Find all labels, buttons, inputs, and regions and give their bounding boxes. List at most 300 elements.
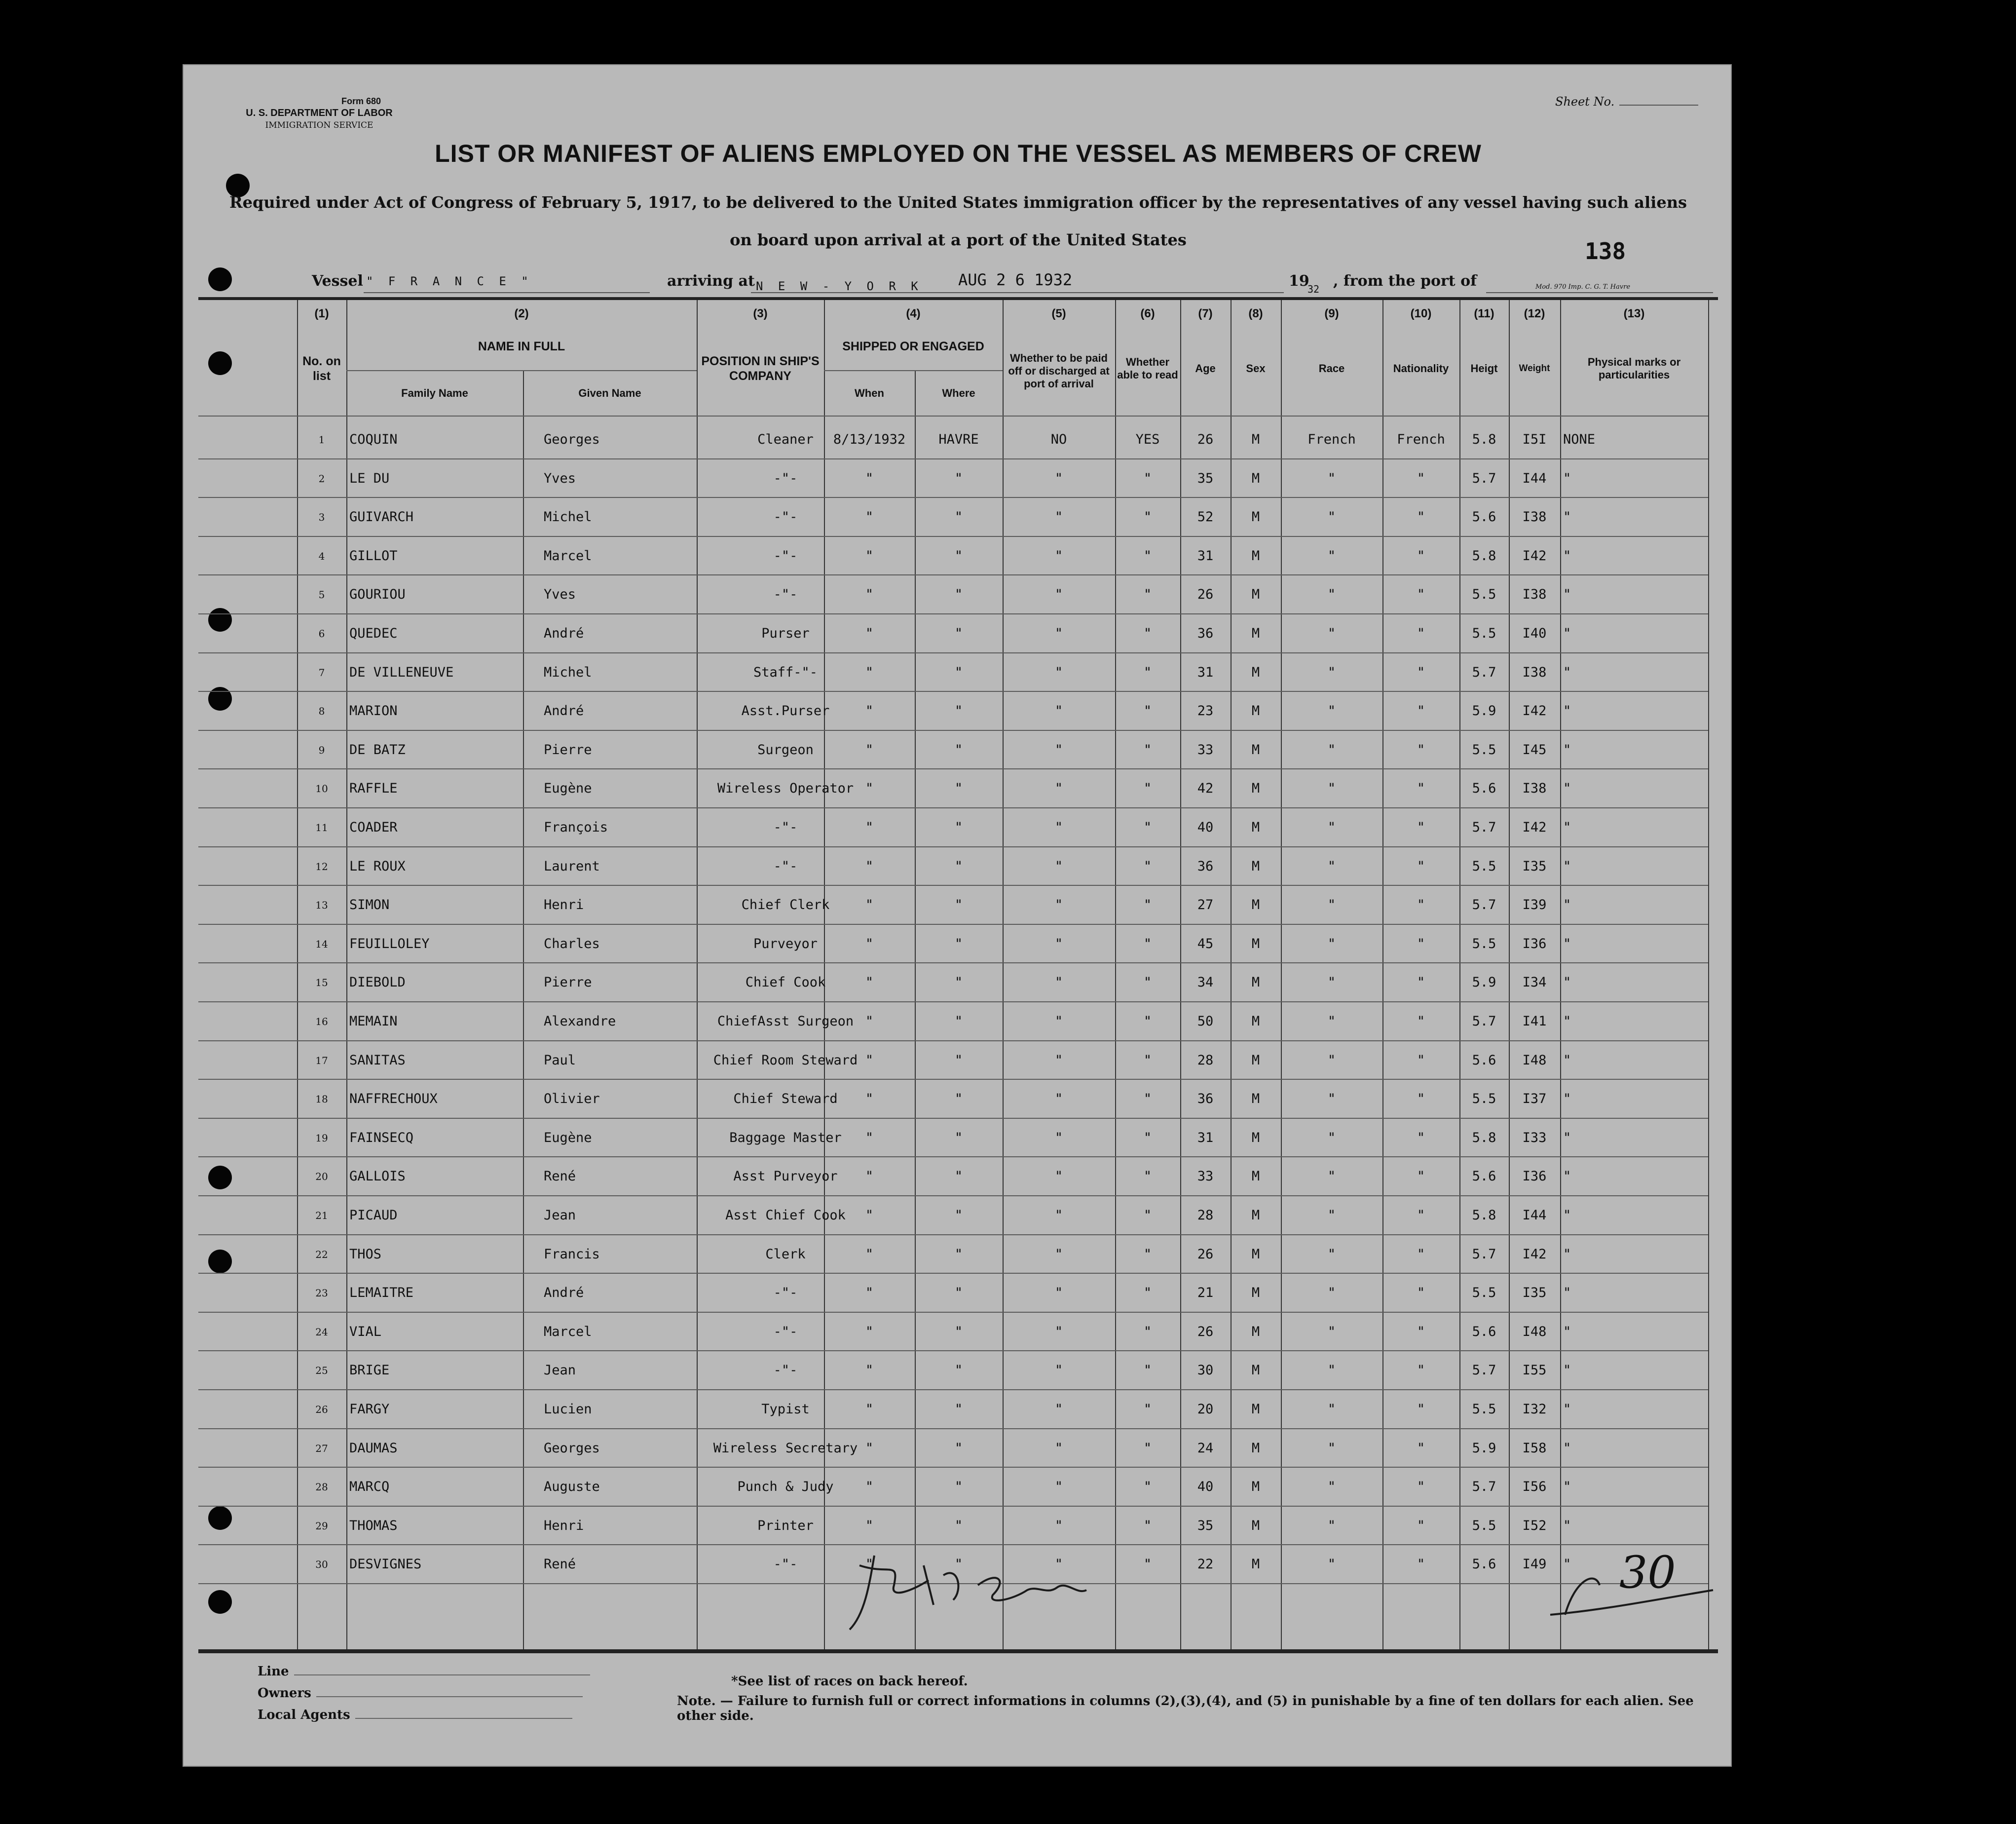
cell-where: HAVRE: [938, 432, 979, 447]
cell-where: ": [954, 1324, 963, 1339]
count-text: 30: [1619, 1547, 1676, 1598]
cell-where: ": [954, 1440, 963, 1456]
cell-age: 20: [1197, 1402, 1214, 1417]
cell-no: 27: [315, 1442, 328, 1454]
cell-given: Michel: [544, 664, 592, 680]
cell-age: 36: [1197, 858, 1214, 874]
cell-nationality: ": [1417, 1091, 1425, 1107]
cell-position: Asst Purveyor: [733, 1169, 838, 1184]
cell-marks: ": [1563, 1518, 1571, 1533]
cell-age: 24: [1197, 1440, 1214, 1456]
cell-nationality: ": [1417, 820, 1425, 835]
cell-no: 4: [318, 550, 325, 562]
cell-weight: I56: [1522, 1479, 1547, 1495]
cell-where: ": [954, 1518, 963, 1533]
printer-mod-note: Mod. 970 Imp. C. G. T. Havre: [1535, 283, 1631, 291]
cell-height: 5.5: [1472, 1402, 1496, 1417]
col-2-number: (2): [514, 307, 529, 320]
cell-weight: I38: [1522, 664, 1547, 680]
cell-sex: M: [1251, 1324, 1260, 1339]
cell-paid: ": [1054, 470, 1063, 486]
cell-sex: M: [1251, 1208, 1260, 1223]
cell-paid: ": [1054, 1014, 1063, 1029]
cell-weight: I49: [1522, 1557, 1547, 1572]
cell-age: 45: [1197, 936, 1214, 951]
cell-when: ": [865, 1091, 874, 1107]
cell-no: 28: [315, 1481, 328, 1493]
cell-height: 5.5: [1472, 1285, 1496, 1301]
cell-where: ": [954, 742, 963, 758]
cell-race: French: [1307, 432, 1356, 447]
cell-no: 29: [315, 1520, 328, 1532]
subtitle-line-2: on board upon arrival at a port of the United States: [730, 230, 1187, 249]
col-header-no-on-list: No. on list: [302, 354, 341, 383]
cell-race: ": [1327, 703, 1336, 719]
cell-height: 5.9: [1472, 703, 1496, 719]
cell-race: ": [1327, 548, 1336, 564]
cell-where: ": [954, 897, 963, 913]
cell-where: ": [954, 1169, 963, 1184]
cell-where: ": [954, 1130, 963, 1145]
cell-when: ": [865, 1169, 874, 1184]
cell-where: ": [954, 509, 963, 525]
cell-given: Paul: [544, 1052, 576, 1068]
cell-height: 5.5: [1472, 1091, 1496, 1107]
cell-position: Surgeon: [757, 742, 814, 758]
cell-where: ": [954, 548, 963, 564]
cell-position: Asst Chief Cook: [725, 1208, 846, 1223]
cell-race: ": [1327, 1208, 1336, 1223]
cell-marks: ": [1563, 1246, 1571, 1262]
cell-sex: M: [1251, 548, 1260, 564]
cell-when: 8/13/1932: [833, 432, 906, 447]
cell-race: ": [1327, 1440, 1336, 1456]
cell-when: ": [865, 626, 874, 641]
col-header-given-name: Given Name: [578, 387, 641, 399]
cell-nationality: ": [1417, 548, 1425, 564]
cell-nationality: ": [1417, 587, 1425, 603]
col-10-number: (10): [1410, 307, 1432, 320]
cell-height: 5.8: [1472, 432, 1496, 447]
cell-when: ": [865, 470, 874, 486]
cell-read: ": [1143, 1285, 1152, 1301]
cell-race: ": [1327, 1363, 1336, 1378]
cell-marks: ": [1563, 626, 1571, 641]
cell-given: Yves: [544, 470, 576, 486]
cell-position: ChiefAsst Surgeon: [717, 1014, 854, 1029]
cell-weight: I45: [1522, 742, 1547, 758]
cell-when: ": [865, 1285, 874, 1301]
cell-read: ": [1143, 470, 1152, 486]
handwritten-count: [1545, 1541, 1723, 1620]
cell-family: FEUILLOLEY: [349, 936, 430, 951]
cell-race: ": [1327, 509, 1336, 525]
cell-position: Clerk: [765, 1246, 806, 1262]
cell-weight: I35: [1522, 1285, 1547, 1301]
cell-when: ": [865, 742, 874, 758]
col-13-number: (13): [1623, 307, 1645, 320]
cell-read: ": [1143, 936, 1152, 951]
col-7-number: (7): [1198, 307, 1213, 320]
cell-family: LE DU: [349, 470, 390, 486]
cell-age: 26: [1197, 587, 1214, 603]
cell-weight: I42: [1522, 548, 1547, 564]
cell-sex: M: [1251, 509, 1260, 525]
cell-given: Olivier: [544, 1091, 600, 1107]
col-header-able-to-read: Whether able to read: [1117, 356, 1178, 381]
cell-height: 5.5: [1472, 1518, 1496, 1533]
service-name: IMMIGRATION SERVICE: [265, 120, 373, 130]
cell-family: DE BATZ: [349, 742, 406, 758]
col-6-number: (6): [1140, 307, 1155, 320]
cell-weight: I48: [1522, 1324, 1547, 1339]
cell-sex: M: [1251, 703, 1260, 719]
cell-marks: ": [1563, 1130, 1571, 1145]
cell-sex: M: [1251, 897, 1260, 913]
cell-height: 5.7: [1472, 820, 1496, 835]
cell-read: ": [1143, 587, 1152, 603]
cell-age: 33: [1197, 742, 1214, 758]
cell-family: RAFFLE: [349, 781, 398, 797]
cell-when: ": [865, 820, 874, 835]
line-label: Line: [258, 1664, 289, 1679]
cell-height: 5.6: [1472, 781, 1496, 797]
cell-marks: ": [1563, 897, 1571, 913]
cell-weight: I36: [1522, 936, 1547, 951]
cell-paid: ": [1054, 820, 1063, 835]
cell-weight: I42: [1522, 820, 1547, 835]
cell-paid: ": [1054, 1169, 1063, 1184]
cell-family: GOURIOU: [349, 587, 406, 603]
cell-position: Chief Steward: [733, 1091, 838, 1107]
cell-race: ": [1327, 1169, 1336, 1184]
cell-weight: I34: [1522, 975, 1547, 990]
cell-age: 36: [1197, 626, 1214, 641]
cell-marks: ": [1563, 1324, 1571, 1339]
cell-given: René: [544, 1169, 576, 1184]
cell-nationality: ": [1417, 1285, 1425, 1301]
year-label: 19: [1289, 272, 1309, 290]
cell-weight: I52: [1522, 1518, 1547, 1533]
race-note: *See list of races on back hereof.: [731, 1674, 968, 1689]
cell-read: ": [1143, 1246, 1152, 1262]
cell-where: ": [954, 470, 963, 486]
cell-family: DE VILLENEUVE: [349, 664, 454, 680]
cell-weight: I38: [1522, 509, 1547, 525]
cell-marks: ": [1563, 1052, 1571, 1068]
cell-when: ": [865, 936, 874, 951]
cell-when: ": [865, 897, 874, 913]
cell-given: Pierre: [544, 742, 592, 758]
cell-nationality: ": [1417, 1440, 1425, 1456]
cell-paid: ": [1054, 975, 1063, 990]
cell-position: Printer: [757, 1518, 814, 1533]
cell-nationality: ": [1417, 742, 1425, 758]
cell-given: Lucien: [544, 1402, 592, 1417]
cell-when: ": [865, 1014, 874, 1029]
cell-no: 16: [315, 1016, 328, 1027]
cell-read: ": [1143, 897, 1152, 913]
cell-read: ": [1143, 664, 1152, 680]
cell-marks: ": [1563, 1208, 1571, 1223]
cell-weight: I58: [1522, 1440, 1547, 1456]
cell-sex: M: [1251, 820, 1260, 835]
cell-race: ": [1327, 1091, 1336, 1107]
cell-read: ": [1143, 548, 1152, 564]
cell-race: ": [1327, 1479, 1336, 1495]
cell-sex: M: [1251, 626, 1260, 641]
cell-height: 5.8: [1472, 1130, 1496, 1145]
cell-nationality: ": [1417, 1363, 1425, 1378]
cell-position: Staff-"-: [753, 664, 818, 680]
cell-given: Alexandre: [544, 1014, 616, 1029]
col-header-height: Heigt: [1470, 362, 1498, 375]
cell-marks: ": [1563, 1169, 1571, 1184]
cell-marks: ": [1563, 1479, 1571, 1495]
cell-nationality: ": [1417, 1014, 1425, 1029]
footer-agents: [258, 1708, 572, 1722]
cell-read: YES: [1135, 432, 1160, 447]
cell-no: 30: [315, 1558, 328, 1571]
year-suffix: 32: [1307, 283, 1320, 295]
cell-no: 7: [318, 666, 325, 679]
cell-paid: ": [1054, 587, 1063, 603]
cell-given: Michel: [544, 509, 592, 525]
cell-position: Wireless Operator: [717, 781, 854, 797]
cell-height: 5.9: [1472, 975, 1496, 990]
cell-family: MEMAIN: [349, 1014, 398, 1029]
cell-weight: I38: [1522, 781, 1547, 797]
cell-marks: ": [1563, 820, 1571, 835]
cell-race: ": [1327, 897, 1336, 913]
cell-position: Cleaner: [757, 432, 814, 447]
col-12-number: (12): [1524, 307, 1545, 320]
cell-race: ": [1327, 1014, 1336, 1029]
col-5-number: (5): [1051, 307, 1066, 320]
cell-marks: ": [1563, 858, 1571, 874]
cell-height: 5.6: [1472, 1324, 1496, 1339]
cell-age: 34: [1197, 975, 1214, 990]
cell-sex: M: [1251, 1052, 1260, 1068]
cell-when: ": [865, 1402, 874, 1417]
cell-read: ": [1143, 820, 1152, 835]
cell-when: ": [865, 703, 874, 719]
cell-paid: ": [1054, 1052, 1063, 1068]
cell-no: 19: [315, 1132, 328, 1144]
cell-age: 33: [1197, 1169, 1214, 1184]
cell-family: GALLOIS: [349, 1169, 406, 1184]
cell-position: -"-: [773, 858, 798, 874]
cell-read: ": [1143, 742, 1152, 758]
cell-height: 5.7: [1472, 1479, 1496, 1495]
cell-race: ": [1327, 587, 1336, 603]
cell-sex: M: [1251, 470, 1260, 486]
cell-age: 35: [1197, 470, 1214, 486]
cell-marks: ": [1563, 1557, 1571, 1572]
cell-family: LEMAITRE: [349, 1285, 414, 1301]
cell-family: DAUMAS: [349, 1440, 398, 1456]
cell-height: 5.5: [1472, 858, 1496, 874]
cell-marks: ": [1563, 1363, 1571, 1378]
cell-family: BRIGE: [349, 1363, 390, 1378]
cell-paid: ": [1054, 548, 1063, 564]
cell-where: ": [954, 1363, 963, 1378]
cell-given: Francis: [544, 1246, 600, 1262]
cell-nationality: ": [1417, 975, 1425, 990]
cell-position: -"-: [773, 1557, 798, 1572]
cell-no: 2: [318, 472, 325, 485]
cell-nationality: ": [1417, 664, 1425, 680]
cell-no: 22: [315, 1248, 328, 1260]
cell-sex: M: [1251, 432, 1260, 447]
cell-where: ": [954, 1479, 963, 1495]
cell-read: ": [1143, 1518, 1152, 1533]
cell-where: ": [954, 1557, 963, 1572]
cell-read: ": [1143, 1014, 1152, 1029]
cell-given: René: [544, 1557, 576, 1572]
cell-sex: M: [1251, 664, 1260, 680]
cell-race: ": [1327, 858, 1336, 874]
cell-paid: ": [1054, 703, 1063, 719]
cell-marks: ": [1563, 509, 1571, 525]
cell-when: ": [865, 1557, 874, 1572]
cell-given: Marcel: [544, 548, 592, 564]
page-title: LIST OR MANIFEST OF ALIENS EMPLOYED ON THE VESSEL AS MEMBERS OF CREW: [435, 140, 1482, 167]
cell-where: ": [954, 781, 963, 797]
cell-marks: ": [1563, 1091, 1571, 1107]
cell-family: LE ROUX: [349, 858, 406, 874]
cell-paid: ": [1054, 1091, 1063, 1107]
cell-sex: M: [1251, 1440, 1260, 1456]
col-header-shipped-engaged: SHIPPED OR ENGAGED: [842, 340, 984, 353]
cell-weight: I37: [1522, 1091, 1547, 1107]
cell-when: ": [865, 1130, 874, 1145]
cell-given: Georges: [544, 432, 600, 447]
cell-family: GILLOT: [349, 548, 398, 564]
cell-position: -"-: [773, 509, 798, 525]
cell-nationality: ": [1417, 897, 1425, 913]
cell-nationality: ": [1417, 1402, 1425, 1417]
cell-no: 24: [315, 1326, 328, 1338]
cell-paid: ": [1054, 1324, 1063, 1339]
cell-nationality: ": [1417, 781, 1425, 797]
cell-nationality: French: [1397, 432, 1445, 447]
cell-height: 5.7: [1472, 1246, 1496, 1262]
footer-line: [258, 1664, 590, 1679]
cell-when: ": [865, 858, 874, 874]
cell-position: -"-: [773, 1363, 798, 1378]
col-header-paid-off: Whether to be paid off or discharged at port of arrival: [1008, 352, 1110, 390]
cell-where: ": [954, 1246, 963, 1262]
cell-race: ": [1327, 1285, 1336, 1301]
cell-when: ": [865, 1208, 874, 1223]
subtitle-line-1: Required under Act of Congress of February 5, 1917, to be delivered to the United States immigration officer by the representatives of any vessel having such aliens: [229, 193, 1687, 212]
cell-family: DESVIGNES: [349, 1557, 422, 1572]
cell-given: Henri: [544, 1518, 584, 1533]
cell-age: 26: [1197, 1324, 1214, 1339]
cell-marks: ": [1563, 1285, 1571, 1301]
col-9-number: (9): [1324, 307, 1339, 320]
cell-read: ": [1143, 509, 1152, 525]
cell-age: 26: [1197, 432, 1214, 447]
cell-race: ": [1327, 1518, 1336, 1533]
cell-where: ": [954, 1091, 963, 1107]
col-header-race: Race: [1318, 362, 1345, 375]
cell-paid: ": [1054, 509, 1063, 525]
cell-given: Pierre: [544, 975, 592, 990]
cell-position: Purser: [761, 626, 810, 641]
cell-family: THOS: [349, 1246, 382, 1262]
cell-sex: M: [1251, 1091, 1260, 1107]
cell-weight: I35: [1522, 858, 1547, 874]
vessel-label: Vessel: [312, 272, 363, 290]
col-header-nationality: Nationality: [1393, 362, 1449, 375]
col-11-number: (11): [1474, 307, 1494, 320]
cell-paid: ": [1054, 664, 1063, 680]
cell-family: FAINSECQ: [349, 1130, 414, 1145]
cell-nationality: ": [1417, 1052, 1425, 1068]
cell-when: ": [865, 587, 874, 603]
cell-weight: I5I: [1522, 432, 1547, 447]
cell-nationality: ": [1417, 1557, 1425, 1572]
cell-paid: ": [1054, 626, 1063, 641]
cell-family: COQUIN: [349, 432, 398, 447]
cell-weight: I33: [1522, 1130, 1547, 1145]
cell-age: 26: [1197, 1246, 1214, 1262]
cell-paid: ": [1054, 1246, 1063, 1262]
cell-age: 28: [1197, 1208, 1214, 1223]
cell-family: SIMON: [349, 897, 390, 913]
cell-race: ": [1327, 664, 1336, 680]
cell-marks: ": [1563, 703, 1571, 719]
cell-marks: ": [1563, 470, 1571, 486]
cell-nationality: ": [1417, 1130, 1425, 1145]
cell-height: 5.5: [1472, 742, 1496, 758]
cell-race: ": [1327, 1402, 1336, 1417]
cell-sex: M: [1251, 936, 1260, 951]
cell-height: 5.7: [1472, 664, 1496, 680]
cell-sex: M: [1251, 975, 1260, 990]
cell-read: ": [1143, 1208, 1152, 1223]
cell-no: 11: [315, 822, 328, 834]
cell-paid: ": [1054, 1363, 1063, 1378]
cell-height: 5.7: [1472, 1014, 1496, 1029]
owners-label: Owners: [258, 1686, 311, 1701]
cell-position: Wireless Secretary: [713, 1440, 858, 1456]
cell-sex: M: [1251, 1518, 1260, 1533]
cell-sex: M: [1251, 1169, 1260, 1184]
handwritten-signature: [830, 1546, 1136, 1644]
cell-height: 5.5: [1472, 587, 1496, 603]
cell-race: ": [1327, 975, 1336, 990]
cell-given: Charles: [544, 936, 600, 951]
cell-paid: ": [1054, 858, 1063, 874]
cell-height: 5.5: [1472, 626, 1496, 641]
cell-race: ": [1327, 742, 1336, 758]
cell-marks: ": [1563, 664, 1571, 680]
cell-sex: M: [1251, 587, 1260, 603]
cell-height: 5.6: [1472, 1169, 1496, 1184]
cell-where: ": [954, 1208, 963, 1223]
cell-no: 20: [315, 1171, 328, 1183]
cell-when: ": [865, 1363, 874, 1378]
cell-race: ": [1327, 1324, 1336, 1339]
cell-paid: ": [1054, 1557, 1063, 1572]
cell-weight: I36: [1522, 1169, 1547, 1184]
cell-family: COADER: [349, 820, 398, 835]
cell-height: 5.5: [1472, 936, 1496, 951]
cell-weight: I39: [1522, 897, 1547, 913]
